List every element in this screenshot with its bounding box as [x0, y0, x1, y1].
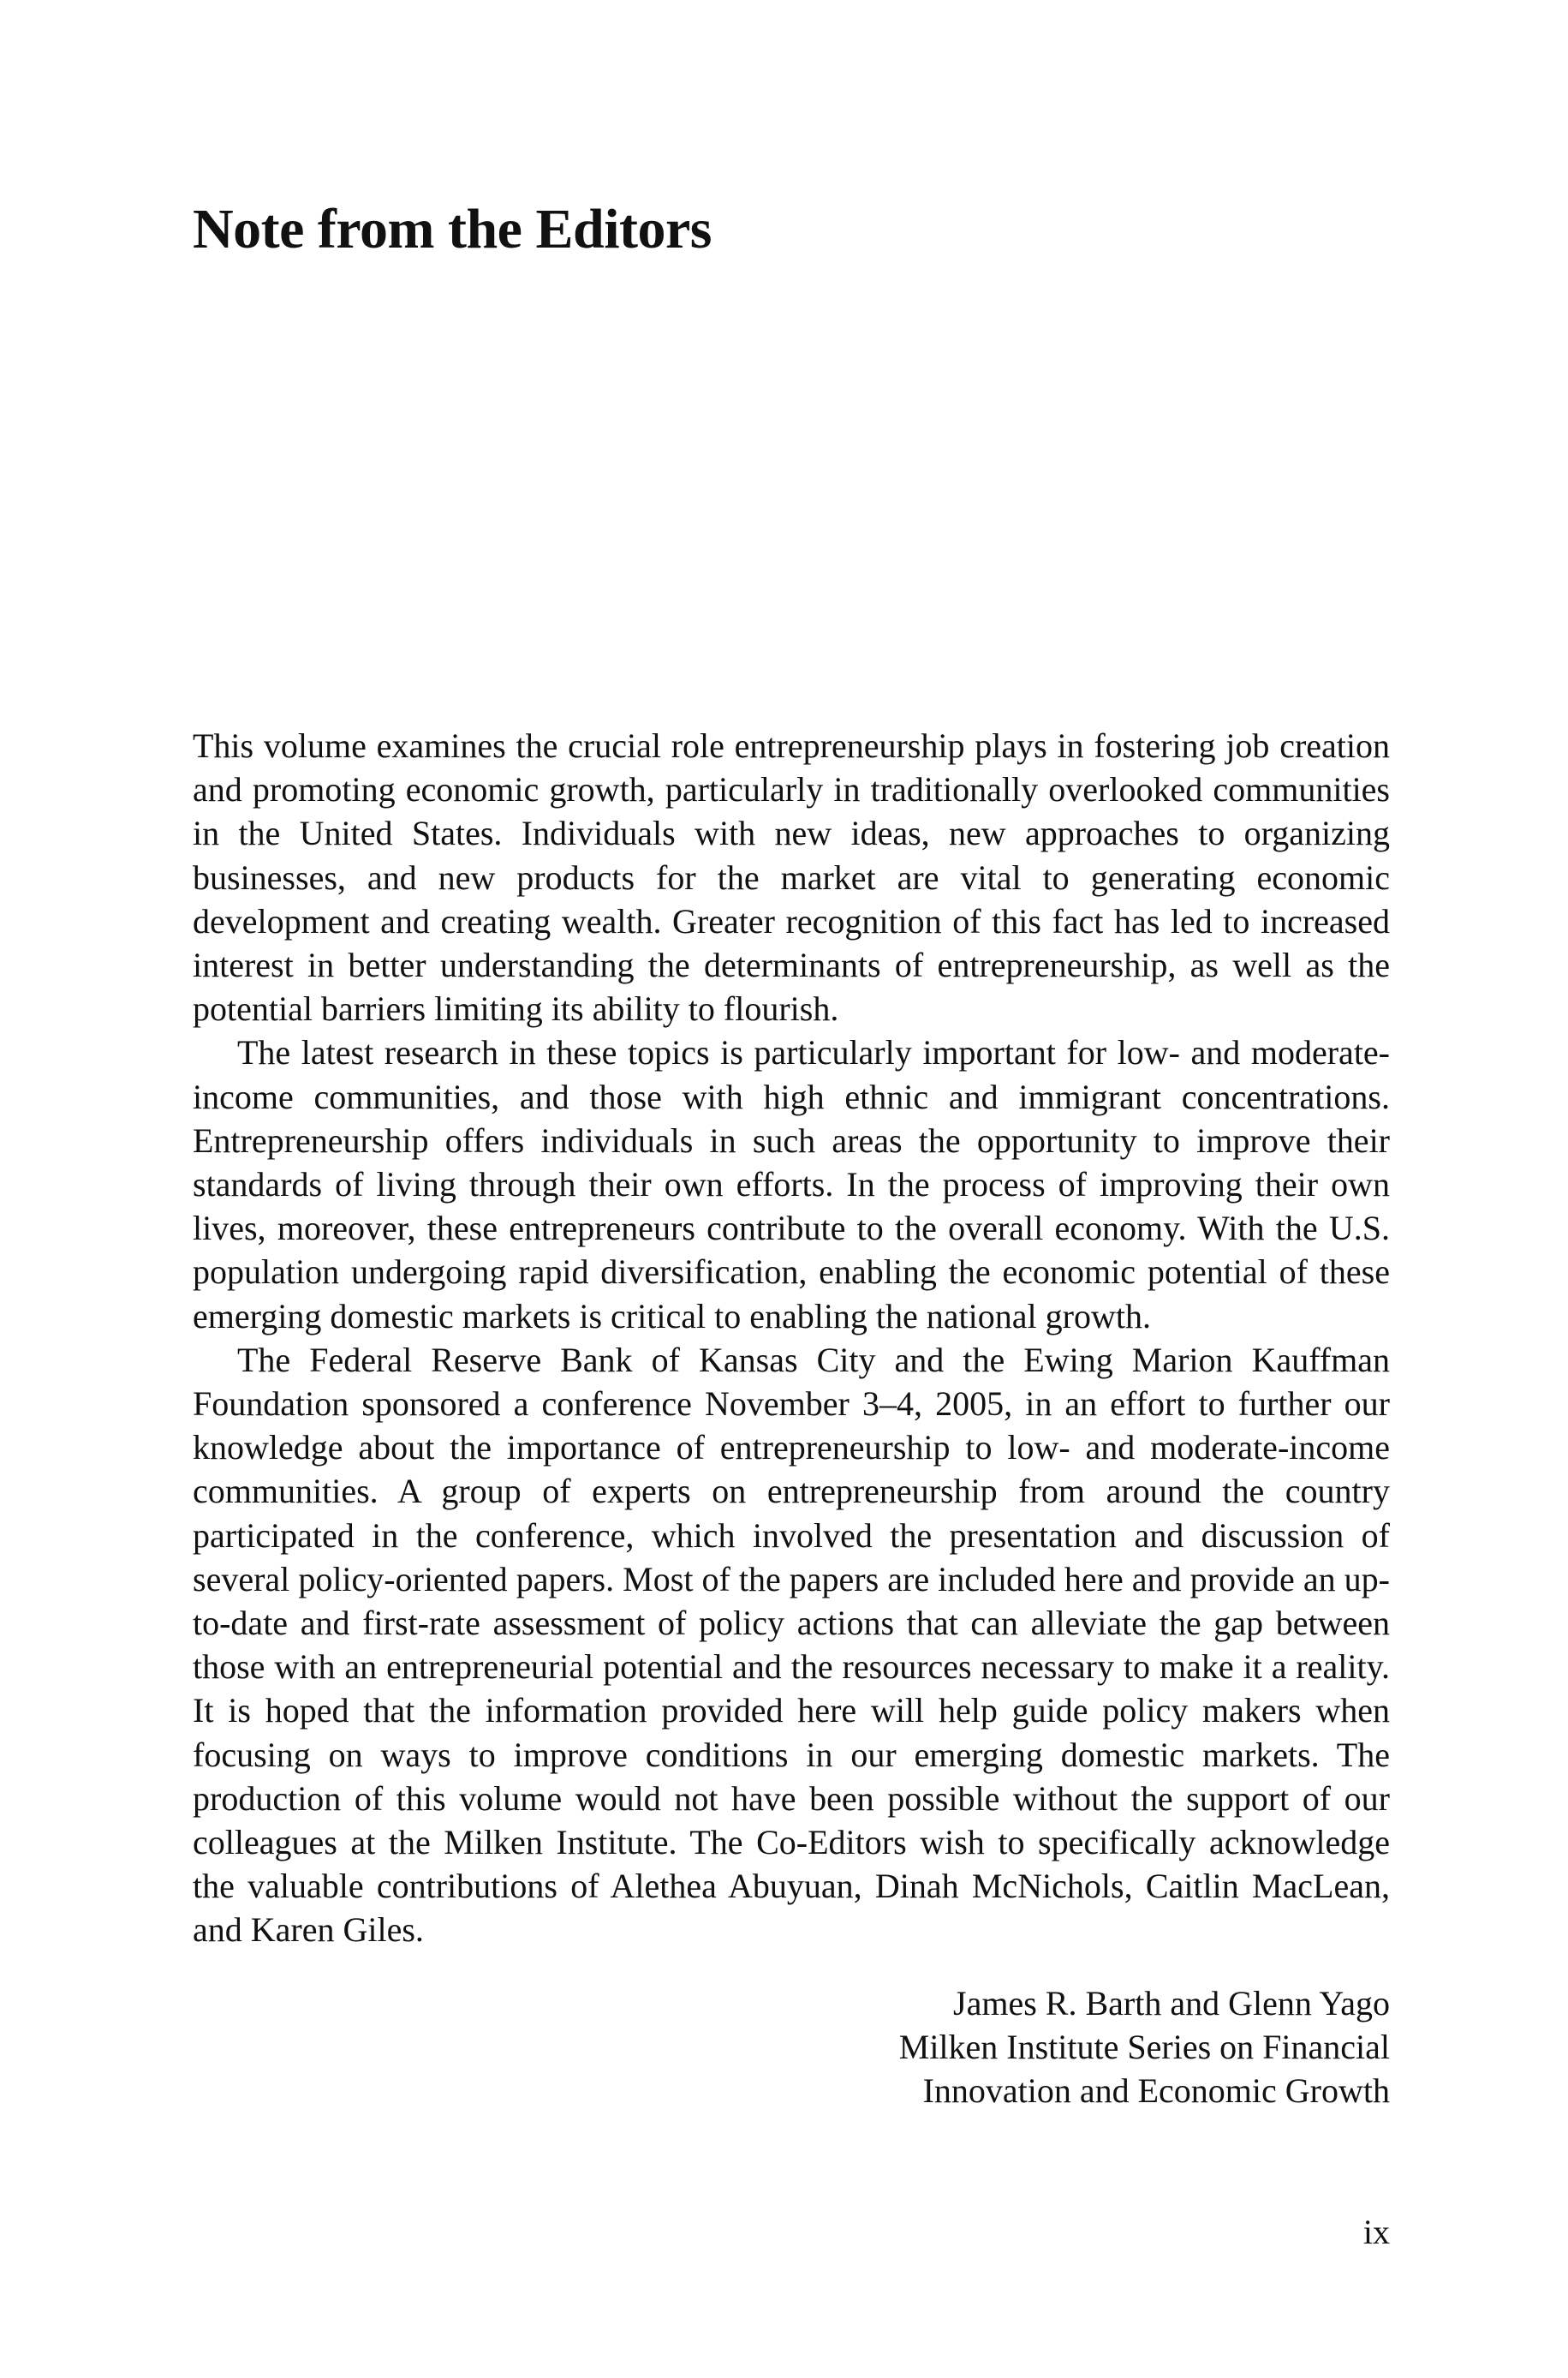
signature-block: [668, 1981, 1390, 2113]
page-title: Note from the Editors: [193, 198, 712, 260]
series-name-line-1: Milken Institute Series on Financial: [898, 2028, 1390, 2067]
page-number: ix: [1362, 2213, 1390, 2251]
body-text: [193, 724, 1390, 1952]
editor-names: James R. Barth and Glenn Yago: [953, 1984, 1390, 2022]
paragraph-research: The latest research in these topics is particularly important for low- and moderate-income communities, and those with high ethnic and immigrant concentrations. Entrepreneurship offers individuals in such areas the opportunity to improve their standards of living through their own efforts. In the process of improving their own lives, moreover, these entrepreneurs contribute to the overall economy. With the U.S. population undergoing rapid diversification, enabling the economic potential of these emerging domestic markets is critical to enabling the national growth.: [193, 1033, 1390, 1335]
paragraph-intro: This volume examines the crucial role entrepreneurship plays in fostering job creation and promoting economic growth, particularly in traditionally overlooked communities in the United States. Individuals with new ideas, new approaches to organizing businesses, and new products for the market are vital to generating economic development and creating wealth. Greater recognition of this fact has led to increased interest in better understanding the determinants of entrepreneurship, as well as the potential barriers limiting its ability to flourish.: [193, 726, 1390, 1029]
paragraph-conference: The Federal Reserve Bank of Kansas City and the Ewing Marion Kauffman Foundation sponsored a conference November 3–4, 2005, in an effort to further our knowledge about the importance of entrepreneurship to low- and moderate-income communities. A group of experts on entrepreneurship from around the country participated in the conference, which involved the presentation and discussion of several policy-oriented papers. Most of the papers are included here and provide an up-to-date and first-rate assessment of policy actions that can alleviate the gap between those with an entrepreneurial potential and the resources necessary to make it a reality. It is hoped that the information provided here will help guide policy makers when focusing on ways to improve conditions in our emerging domestic markets. The production of this volume would not have been possible without the support of our colleagues at the Milken Institute. The Co-Editors wish to specifically acknowledge the valuable contributions of Alethea Abuyuan, Dinah McNichols, Caitlin MacLean, and Karen Giles.: [193, 1340, 1390, 1950]
series-name-line-2: Innovation and Economic Growth: [922, 2071, 1390, 2111]
